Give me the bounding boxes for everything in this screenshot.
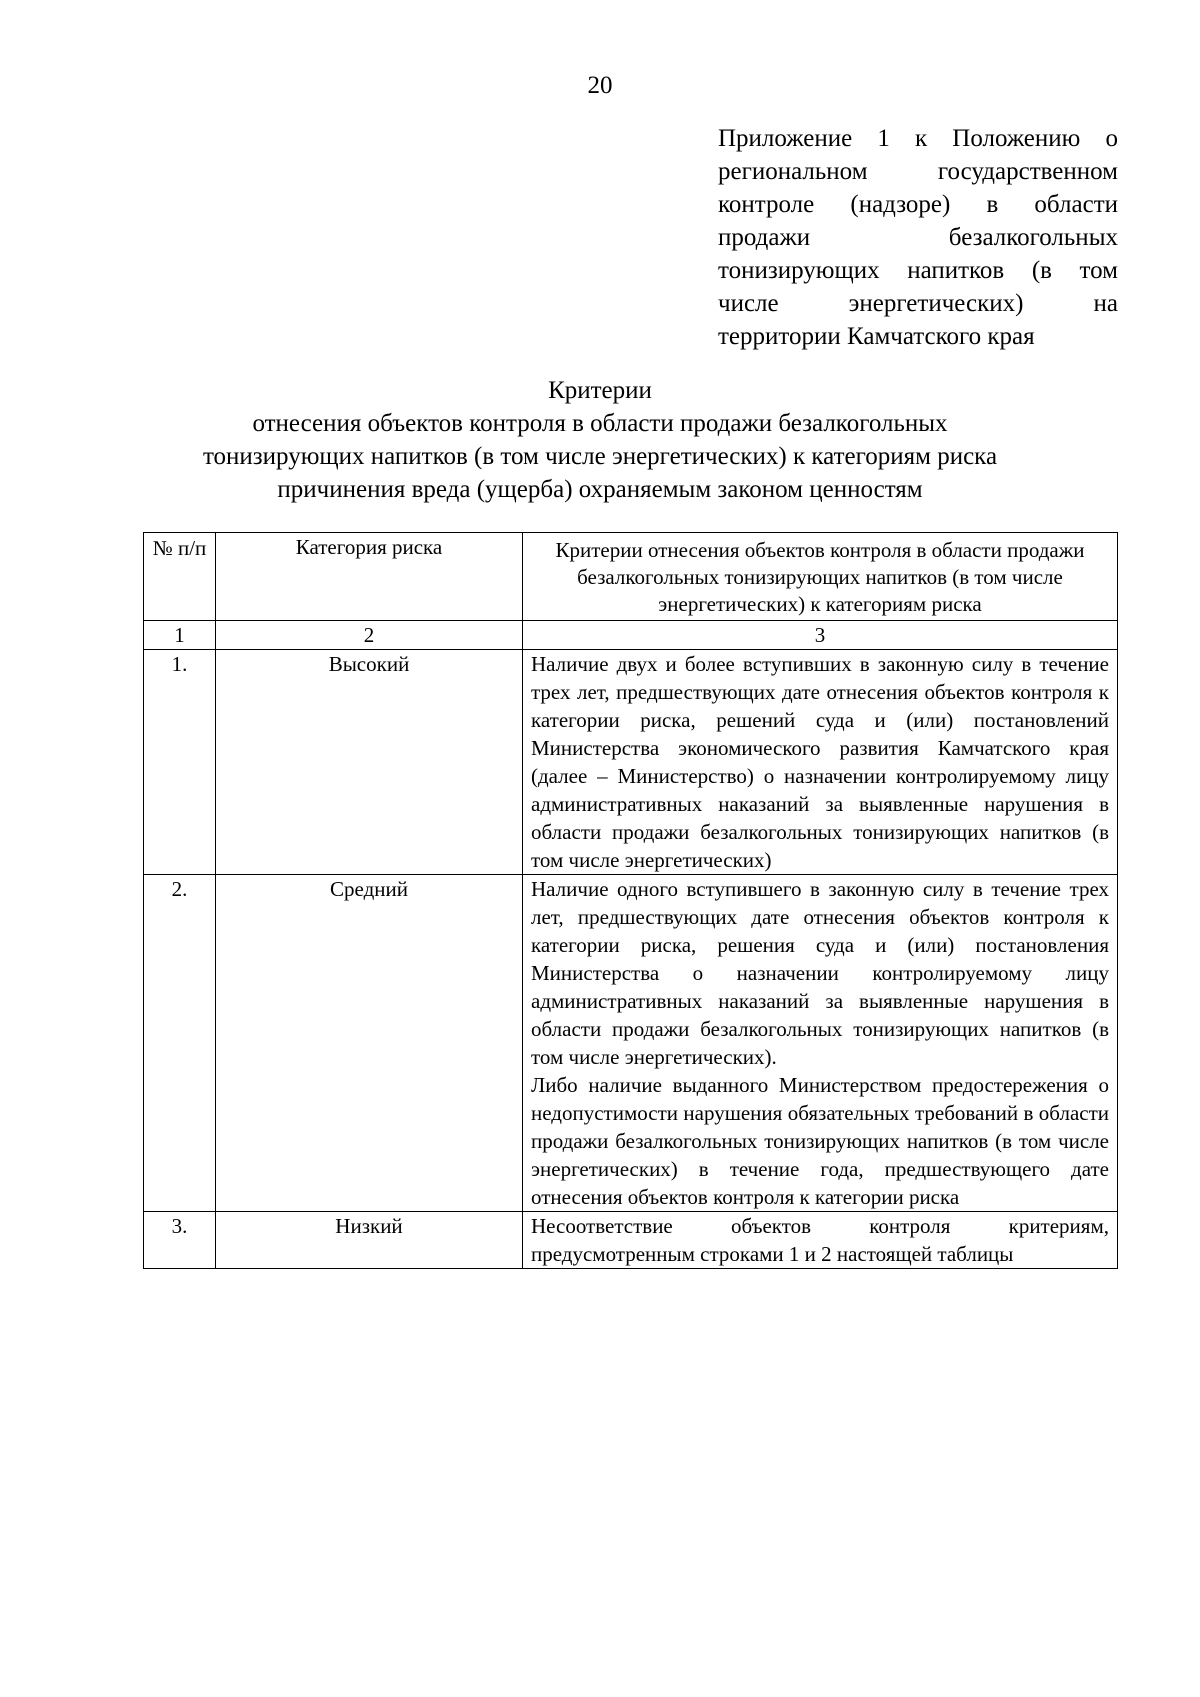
criteria-paragraph: Несоответствие объектов контроля критериям, предусмотренным строками 1 и 2 настоящей таблицы bbox=[531, 1214, 1109, 1266]
table-row bbox=[144, 1212, 1118, 1269]
row-criteria bbox=[523, 875, 1118, 1212]
header-num: № п/п bbox=[144, 533, 216, 621]
appendix-line: Приложение 1 к Положению о bbox=[718, 125, 1118, 152]
criteria-paragraph: Наличие двух и более вступивших в законную силу в течение трех лет, предшествующих дате отнесения объектов контроля к категории риска, решений суда и (или) постановлений Министерства экономического развития Камчатского края (далее – Министерство) о назначении контролируемому лицу административных наказаний за выявленные нарушения в области продажи безалкогольных тонизирующих напитков (в том числе энергетических) bbox=[531, 652, 1109, 872]
appendix-line: территории Камчатского края bbox=[718, 323, 1035, 350]
title-heading: Критерии bbox=[548, 377, 652, 404]
page-number: 20 bbox=[587, 72, 613, 99]
title-line: тонизирующих напитков (в том числе энергетических) к категориям риска bbox=[202, 443, 998, 470]
row-category: Средний bbox=[216, 875, 523, 1212]
row-criteria bbox=[523, 650, 1118, 875]
appendix-line: региональном государственном bbox=[718, 158, 1118, 185]
appendix-line: тонизирующих напитков (в том bbox=[718, 257, 1118, 284]
table-index-row bbox=[144, 621, 1118, 650]
title-line: причинения вреда (ущерба) охраняемым законом ценностям bbox=[277, 476, 923, 503]
criteria-paragraph: Наличие одного вступившего в законную силу в течение трех лет, предшествующих дате отнесения объектов контроля к категории риска, решения суда и (или) постановления Министерства о назначении контролируемому лицу административных наказаний за выявленные нарушения в области продажи безалкогольных тонизирующих напитков (в том числе энергетических). bbox=[531, 877, 1109, 1069]
table-row bbox=[144, 875, 1118, 1212]
risk-criteria-table bbox=[143, 532, 1118, 1269]
header-category: Категория риска bbox=[216, 533, 523, 621]
appendix-note bbox=[718, 122, 1118, 353]
document-title bbox=[100, 374, 1100, 506]
index-cell: 1 bbox=[144, 621, 216, 650]
row-num: 2. bbox=[144, 875, 216, 1212]
table-row bbox=[144, 650, 1118, 875]
row-num: 3. bbox=[144, 1212, 216, 1269]
header-criteria: Критерии отнесения объектов контроля в области продажи безалкогольных тонизирующих напитков (в том числе энергетических) к категориям риска bbox=[523, 533, 1118, 621]
row-num: 1. bbox=[144, 650, 216, 875]
index-cell: 3 bbox=[523, 621, 1118, 650]
appendix-line: числе энергетических) на bbox=[718, 290, 1118, 317]
row-category: Низкий bbox=[216, 1212, 523, 1269]
appendix-line: продажи безалкогольных bbox=[718, 224, 1118, 251]
appendix-line: контроле (надзоре) в области bbox=[718, 191, 1118, 218]
criteria-paragraph: Либо наличие выданного Министерством предостережения о недопустимости нарушения обязательных требований в области продажи безалкогольных тонизирующих напитков (в том числе энергетических) в течение года, предшествующего дате отнесения объектов контроля к категории риска bbox=[531, 1073, 1109, 1209]
index-cell: 2 bbox=[216, 621, 523, 650]
row-category: Высокий bbox=[216, 650, 523, 875]
title-line: отнесения объектов контроля в области продажи безалкогольных bbox=[252, 410, 948, 437]
row-criteria bbox=[523, 1212, 1118, 1269]
table-header-row bbox=[144, 533, 1118, 621]
